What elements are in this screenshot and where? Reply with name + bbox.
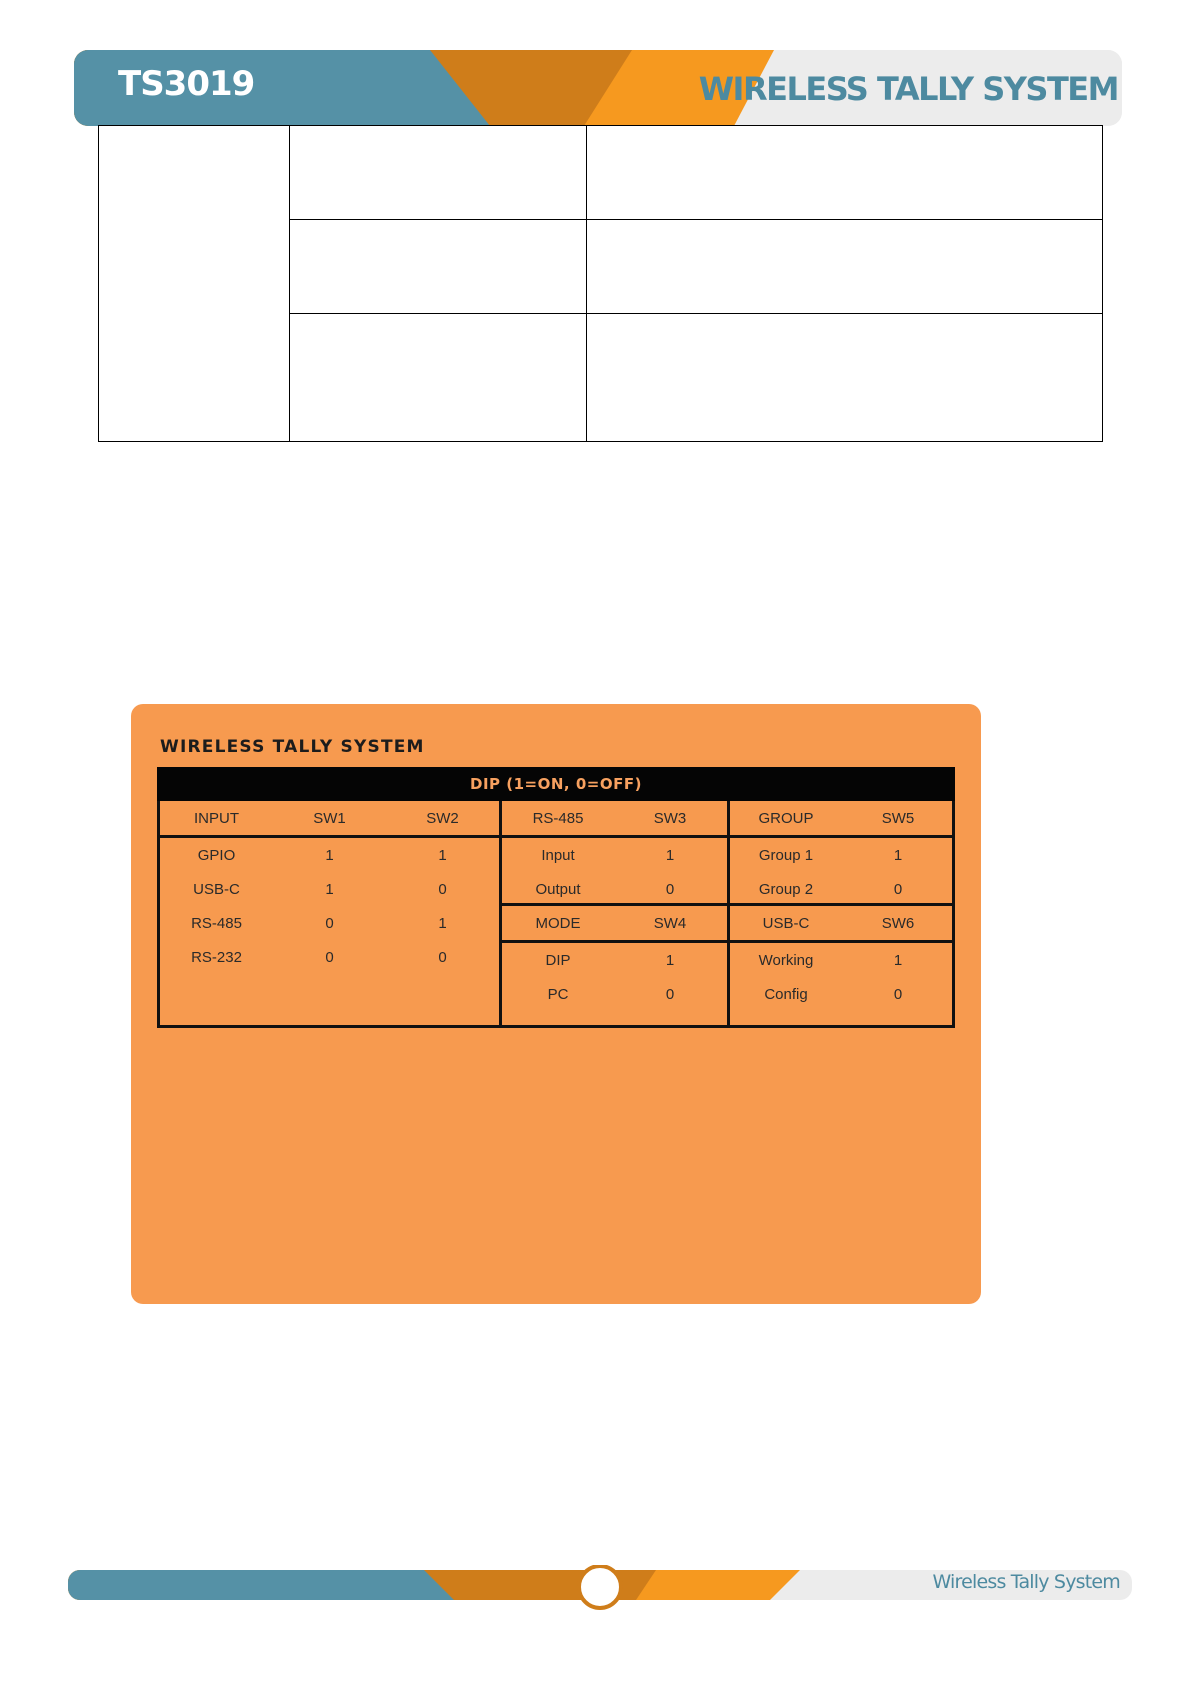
column-header: SW1 <box>313 809 346 827</box>
column-header: SW6 <box>881 914 915 932</box>
table-cell: 0 <box>665 880 675 898</box>
table-cell: 1 <box>325 880 334 898</box>
column-header: SW3 <box>653 809 687 827</box>
table-row <box>730 872 955 906</box>
column-header: INPUT <box>194 809 239 827</box>
input-switch-table <box>160 801 502 1025</box>
table-cell: RS-232 <box>191 948 242 966</box>
table-cell <box>290 126 587 220</box>
table-row <box>160 838 499 872</box>
table-row <box>730 838 955 872</box>
table-cell: Output <box>535 880 581 898</box>
table-cell: 0 <box>325 914 334 932</box>
table-cell <box>290 314 587 442</box>
table-cell <box>587 220 1103 314</box>
table-cell: 1 <box>665 846 675 864</box>
table-cell: 0 <box>893 880 903 898</box>
table-cell: PC <box>547 985 569 1003</box>
column-header: RS-485 <box>532 809 584 827</box>
table-cell: Group 1 <box>758 846 814 864</box>
table-cell <box>290 220 587 314</box>
rs485-mode-switch-table <box>502 801 730 1025</box>
table-cell: Group 2 <box>758 880 814 898</box>
table-cell: 0 <box>438 880 447 898</box>
header-brand-title: WIRELESS TALLY SYSTEM <box>698 70 1118 108</box>
table-row <box>160 940 499 974</box>
table-header-row <box>730 903 955 943</box>
table-header-row <box>730 801 955 838</box>
table-row <box>99 126 1103 220</box>
table-cell: 0 <box>325 948 334 966</box>
table-cell <box>587 314 1103 442</box>
table-cell: 1 <box>438 846 447 864</box>
panel-title: WIRELESS TALLY SYSTEM <box>160 737 425 757</box>
group-usbc-switch-table <box>730 801 955 1025</box>
table-cell: 0 <box>438 948 447 966</box>
table-row <box>502 872 727 906</box>
page-footer <box>68 1565 1132 1611</box>
column-header: USB-C <box>762 914 810 932</box>
column-header: SW2 <box>426 809 459 827</box>
footer-circle-icon <box>579 1566 621 1608</box>
column-header: GROUP <box>758 809 814 827</box>
model-number: TS3019 <box>118 64 255 104</box>
dip-table-header: DIP (1=ON, 0=OFF) <box>157 767 955 801</box>
table-row <box>730 977 955 1011</box>
table-row <box>502 838 727 872</box>
table-cell <box>99 126 290 442</box>
table-cell: DIP <box>545 951 571 969</box>
table-cell: 1 <box>893 846 903 864</box>
table-cell: RS-485 <box>191 914 242 932</box>
table-cell: 1 <box>665 951 675 969</box>
table-row <box>502 943 727 977</box>
page-header <box>74 50 1122 126</box>
dip-table <box>157 801 955 1028</box>
table-row <box>160 872 499 906</box>
table-row <box>502 977 727 1011</box>
spec-table <box>98 125 1103 442</box>
column-header: MODE <box>535 914 581 932</box>
table-cell: 1 <box>438 914 447 932</box>
table-cell: 1 <box>893 951 903 969</box>
table-cell: Config <box>764 985 808 1003</box>
table-cell: GPIO <box>197 846 236 864</box>
table-cell: 0 <box>893 985 903 1003</box>
table-header-row <box>502 903 727 943</box>
table-cell: Input <box>541 846 575 864</box>
table-cell: 0 <box>665 985 675 1003</box>
footer-brand-text: Wireless Tally System <box>932 1571 1120 1593</box>
column-header: SW4 <box>653 914 687 932</box>
table-header-row <box>160 801 499 838</box>
table-cell: 1 <box>325 846 334 864</box>
table-header-row <box>502 801 727 838</box>
column-header: SW5 <box>881 809 915 827</box>
table-row <box>730 943 955 977</box>
table-cell: Working <box>758 951 814 969</box>
table-cell: USB-C <box>193 880 240 898</box>
dip-switch-panel <box>131 704 981 1304</box>
table-cell <box>587 126 1103 220</box>
table-row <box>160 906 499 940</box>
